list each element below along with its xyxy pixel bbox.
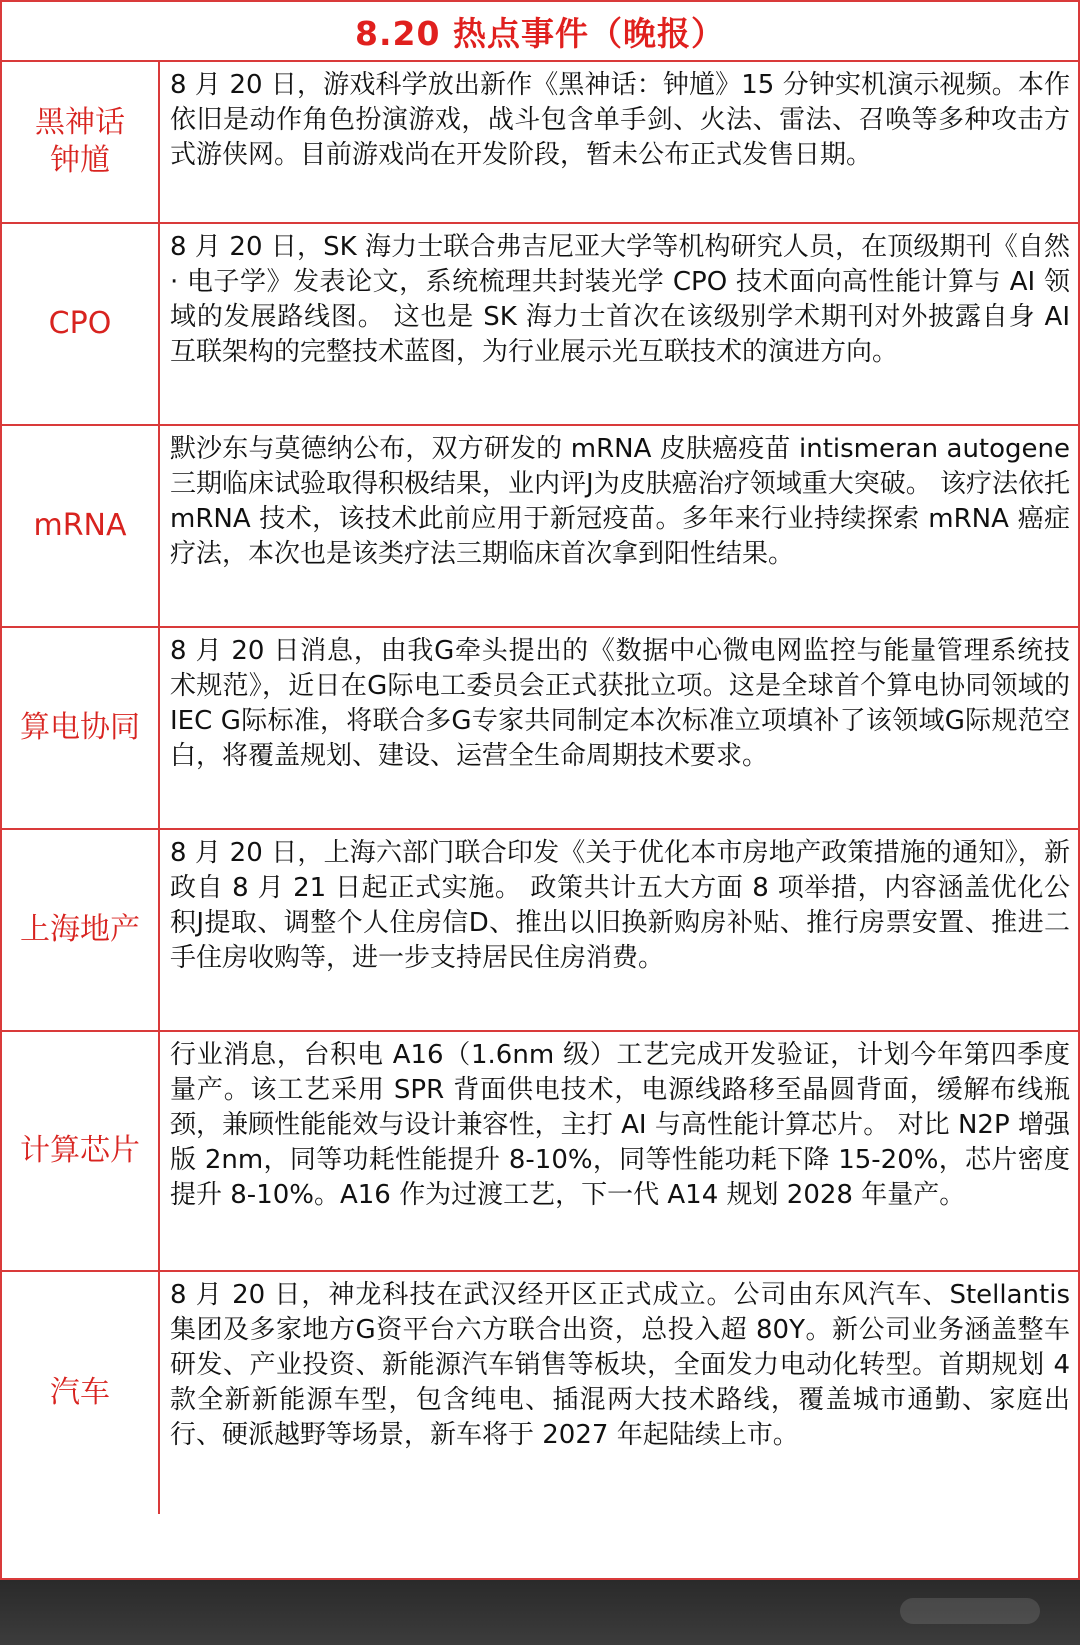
- news-row-chips: [2, 1032, 1078, 1272]
- watermark: [900, 1598, 1040, 1624]
- row-content: 8 月 20 日，游戏科学放出新作《黑神话：钟馗》15 分钟实机演示视频。本作依旧是动作角色扮演游戏，战斗包含单手剑、火法、雷法、召唤等多种攻击方式游侠网。目前游戏尚在开发阶段，暂未公布正式发售日期。: [170, 70, 1070, 170]
- news-row-cpo: [2, 224, 1078, 426]
- row-content: 8 月 20 日，神龙科技在武汉经开区正式成立。公司由东风汽车、Stellantis 集团及多家地方G资平台六方联合出资，总投入超 80Y。新公司业务涵盖整车研发、产业投资、新能源汽车销售等板块，全面发力电动化转型。首期规划 4 款全新新能源车型，包含纯电、插混两大技术路线，覆盖城市通勤、家庭出行、硬派越野等场景，新车将于 2027 年起陆续上市。: [170, 1280, 1070, 1450]
- row-content: 8 月 20 日，SK 海力士联合弗吉尼亚大学等机构研究人员，在顶级期刊《自然 · 电子学》发表论文，系统梳理共封装光学 CPO 技术面向高性能计算与 AI 领域的发展路线图。 这也是 SK 海力士首次在该级别学术期刊对外披露自身 AI 互联架构的完整技术蓝图，为行业展示光互联技术的演进方向。: [170, 232, 1070, 367]
- row-label: CPO: [2, 224, 160, 424]
- row-label: 算电协同: [2, 628, 160, 828]
- footer-bar: [0, 1580, 1080, 1645]
- row-label: 计算芯片: [2, 1032, 160, 1270]
- news-row-black-myth: [2, 62, 1078, 224]
- news-row-computing-power: [2, 628, 1078, 830]
- row-label: 汽车: [2, 1272, 160, 1514]
- news-row-shanghai-property: [2, 830, 1078, 1032]
- row-label: 上海地产: [2, 830, 160, 1030]
- row-content: 8 月 20 日消息，由我G牵头提出的《数据中心微电网监控与能量管理系统技术规范》，近日在G际电工委员会正式获批立项。这是全球首个算电协同领域的 IEC G际标准，将联合多G专家共同制定本次标准立项填补了该领域G际规范空白，将覆盖规划、建设、运营全生命周期技术要求。: [170, 636, 1070, 771]
- page-title: 8.20 热点事件（晚报）: [2, 2, 1078, 62]
- row-content: 8 月 20 日，上海六部门联合印发《关于优化本市房地产政策措施的通知》，新政自 8 月 21 日起正式实施。 政策共计五大方面 8 项举措，内容涵盖优化公积J提取、调整个人住房信D、推出以旧换新购房补贴、推行房票安置、推进二手住房收购等，进一步支持居民住房消费。: [170, 838, 1070, 973]
- news-row-auto: [2, 1272, 1078, 1514]
- row-label: mRNA: [2, 426, 160, 626]
- news-row-mrna: [2, 426, 1078, 628]
- row-content: 行业消息，台积电 A16（1.6nm 级）工艺完成开发验证，计划今年第四季度量产。该工艺采用 SPR 背面供电技术，电源线路移至晶圆背面，缓解布线瓶颈，兼顾性能能效与设计兼容性，主打 AI 与高性能计算芯片。 对比 N2P 增强版 2nm，同等功耗性能提升 8-10%，同等性能功耗下降 15-20%，芯片密度提升 8-10%。A16 作为过渡工艺，下一代 A14 规划 2028 年量产。: [170, 1040, 1070, 1210]
- row-content: 默沙东与莫德纳公布，双方研发的 mRNA 皮肤癌疫苗 intismeran autogene 三期临床试验取得积极结果，业内评J为皮肤癌治疗领域重大突破。 该疗法依托 mRNA 技术，该技术此前应用于新冠疫苗。多年来行业持续探索 mRNA 癌症疗法，本次也是该类疗法三期临床首次拿到阳性结果。: [170, 434, 1070, 569]
- row-label: 黑神话 钟馗: [2, 62, 160, 222]
